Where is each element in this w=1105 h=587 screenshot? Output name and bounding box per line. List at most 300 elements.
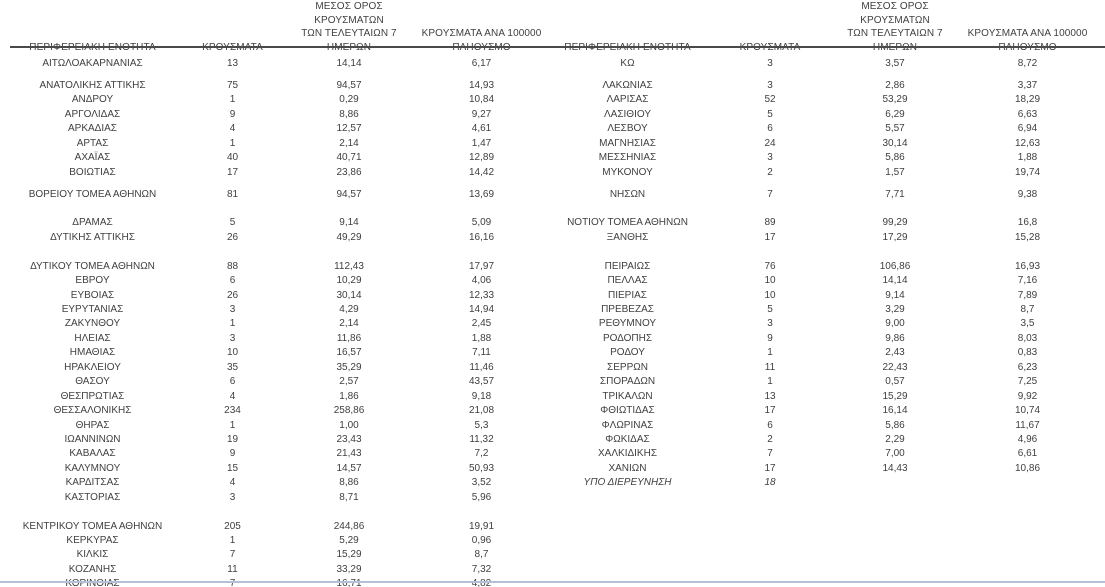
column-header-cases <box>700 0 840 58</box>
table-row <box>10 491 555 505</box>
table-row <box>10 303 555 317</box>
table-row <box>10 122 555 136</box>
region-cell: ΘΕΣΠΡΩΤΙΑΣ <box>60 390 125 402</box>
table-row <box>555 57 1105 71</box>
cases-cell: 81 <box>226 188 239 200</box>
cases-cell: 10 <box>226 347 239 359</box>
cases-cell: 6 <box>229 376 236 388</box>
avg7-cell: 1,86 <box>339 390 359 402</box>
table-row <box>555 317 1105 331</box>
avg7-cell <box>840 476 950 490</box>
cases-cell: 26 <box>226 289 239 301</box>
cases-cell: 2 <box>767 166 773 178</box>
per100k-cell: 2,45 <box>471 318 492 330</box>
region-cell: ΑΡΓΟΛΙΔΑΣ <box>64 108 121 120</box>
region-cell: ΗΛΕΙΑΣ <box>74 332 111 344</box>
table-row <box>10 548 555 562</box>
column-header-avg7 <box>290 0 408 58</box>
table-row <box>10 93 555 107</box>
row-gap <box>555 180 1105 188</box>
avg7-cell: 5,57 <box>885 123 905 135</box>
avg7-cell: 14,14 <box>336 58 362 69</box>
per100k-cell: 14,94 <box>468 304 495 315</box>
region-cell: ΚΑΒΑΛΑΣ <box>69 448 116 460</box>
table-row <box>555 346 1105 360</box>
per100k-cell: 14,42 <box>468 166 495 178</box>
table-row <box>555 303 1105 317</box>
avg7-cell: 15,29 <box>882 390 908 402</box>
region-cell: ΔΥΤΙΚΟΥ ΤΟΜΕΑ ΑΘΗΝΩΝ <box>30 260 155 272</box>
cases-cell: 1 <box>229 419 236 431</box>
per100k-cell: 1,88 <box>1017 152 1038 164</box>
avg7-cell: 9,00 <box>885 318 905 330</box>
per100k-cell: 19,74 <box>1014 166 1041 178</box>
avg7-cell: 53,29 <box>882 94 908 106</box>
region-cell: ΔΡΑΜΑΣ <box>72 217 113 229</box>
table-row <box>10 419 555 433</box>
column-header-region <box>555 0 700 58</box>
avg7-cell: 7,00 <box>885 448 905 460</box>
table-row <box>555 447 1105 461</box>
column-header-per100k <box>950 0 1105 58</box>
cases-cell: 5 <box>229 217 236 229</box>
table-row <box>10 332 555 346</box>
region-cell: ΚΕΝΤΡΙΚΟΥ ΤΟΜΕΑ ΑΘΗΝΩΝ <box>22 520 163 532</box>
per100k-cell: 43,57 <box>468 376 495 388</box>
table-row <box>555 332 1105 346</box>
column-header-per100k <box>408 0 555 58</box>
region-cell: ΚΟΖΑΝΗΣ <box>68 563 117 575</box>
cases-cell: 17 <box>764 405 776 417</box>
row-gap <box>10 505 555 519</box>
cases-cell: 9 <box>229 448 236 460</box>
table-row <box>555 122 1105 136</box>
cases-cell: 11 <box>764 361 776 373</box>
table-row <box>10 563 555 577</box>
avg7-cell: 4,29 <box>339 304 359 315</box>
per100k-cell: 6,23 <box>1017 361 1038 373</box>
cases-cell: 11 <box>227 563 238 575</box>
header-divider <box>10 46 1105 48</box>
region-cell: ΛΑΣΙΘΙΟΥ <box>604 108 651 120</box>
table-row <box>10 57 555 71</box>
per100k-cell: 1,88 <box>471 332 492 344</box>
region-cell: ΛΑΡΙΣΑΣ <box>606 94 649 106</box>
region-cell: ΚΙΛΚΙΣ <box>76 549 109 561</box>
region-cell: ΠΡΕΒΕΖΑΣ <box>601 304 654 315</box>
avg7-cell: 33,29 <box>336 563 362 575</box>
per100k-cell: 7,25 <box>1017 376 1038 388</box>
per100k-cell: 5,96 <box>471 491 492 503</box>
row-gap <box>555 71 1105 79</box>
avg7-cell: 3,29 <box>885 304 905 315</box>
region-cell: ΧΑΛΚΙΔΙΚΗΣ <box>598 448 657 460</box>
avg7-cell: 23,43 <box>336 433 362 445</box>
region-cell: ΚΑΣΤΟΡΙΑΣ <box>64 491 121 503</box>
cases-cell: 5 <box>767 108 773 120</box>
per100k-cell: 3,5 <box>1020 318 1035 330</box>
table-row <box>10 79 555 93</box>
region-cell: ΦΩΚΙΔΑΣ <box>605 433 650 445</box>
cases-cell: 10 <box>764 275 776 287</box>
region-cell: ΝΗΣΩΝ <box>609 188 646 200</box>
avg7-cell: 1,00 <box>339 419 359 431</box>
per100k-cell: 19,91 <box>468 520 495 532</box>
cases-cell: 75 <box>226 79 239 91</box>
table-row <box>10 375 555 389</box>
per100k-cell: 16,16 <box>468 231 495 243</box>
column-header-region <box>10 0 175 58</box>
cases-cell: 1 <box>767 347 773 359</box>
avg7-cell: 1,57 <box>885 166 905 178</box>
region-cell: ΑΡΤΑΣ <box>76 137 109 149</box>
avg7-cell: 21,43 <box>336 448 362 460</box>
per100k-cell: 7,11 <box>472 347 491 359</box>
region-cell: ΑΡΚΑΔΙΑΣ <box>68 123 117 135</box>
table-row <box>10 188 555 202</box>
cases-cell: 17 <box>764 462 776 474</box>
avg7-cell: 22,43 <box>882 361 908 373</box>
region-cell: ΑΝΔΡΟΥ <box>71 94 114 106</box>
table-row <box>555 462 1105 476</box>
table-row <box>555 433 1105 447</box>
table-row <box>555 260 1105 274</box>
cases-cell: 234 <box>224 405 241 417</box>
avg7-cell: 2,57 <box>339 376 359 388</box>
cases-cell: 40 <box>226 152 239 164</box>
table-row <box>10 361 555 375</box>
region-cell: ΕΒΡΟΥ <box>75 275 110 287</box>
per100k-cell: 6,63 <box>1017 108 1038 120</box>
per100k-cell: 12,33 <box>468 289 495 301</box>
avg7-cell: 11,86 <box>336 332 362 344</box>
region-cell: ΗΜΑΘΙΑΣ <box>69 347 116 359</box>
avg7-cell: 16,57 <box>336 347 362 359</box>
table-row <box>10 151 555 165</box>
avg7-cell: 10,29 <box>336 275 362 287</box>
region-cell: ΣΕΡΡΩΝ <box>607 361 648 373</box>
per100k-cell: 5,09 <box>471 217 492 229</box>
table-row <box>10 317 555 331</box>
region-cell: ΚΑΡΔΙΤΣΑΣ <box>65 477 120 489</box>
per100k-cell: 17,97 <box>468 260 495 272</box>
avg7-cell: 16,14 <box>882 405 908 417</box>
row-gap <box>10 180 555 188</box>
avg7-cell: 258,86 <box>333 405 365 417</box>
cases-cell: 18 <box>764 477 776 489</box>
cases-cell: 89 <box>764 217 776 229</box>
avg7-cell: 99,29 <box>882 217 908 229</box>
table-row <box>555 137 1105 151</box>
region-cell: ΘΕΣΣΑΛΟΝΙΚΗΣ <box>53 405 132 417</box>
region-cell: ΥΠΟ ΔΙΕΡΕΥΝΗΣΗ <box>583 477 672 489</box>
avg7-cell: 5,86 <box>885 152 905 164</box>
avg7-cell: 2,14 <box>339 137 359 149</box>
region-cell: ΜΥΚΟΝΟΥ <box>602 166 653 178</box>
page-bottom-border <box>0 581 1105 583</box>
per100k-cell: 7,2 <box>474 448 489 460</box>
per100k-cell: 12,63 <box>1014 137 1041 149</box>
table-row <box>555 476 1105 490</box>
table-row <box>555 289 1105 303</box>
per100k-cell: 3,37 <box>1017 79 1038 91</box>
per100k-cell: 12,89 <box>468 152 495 164</box>
table-row <box>10 447 555 461</box>
cases-cell: 5 <box>767 304 773 315</box>
table-row <box>555 390 1105 404</box>
column-header-avg7-line2: ΤΩΝ ΤΕΛΕΥΤΑΙΩΝ 7 <box>847 28 943 39</box>
avg7-cell: 14,57 <box>336 462 362 474</box>
region-cell: ΧΑΝΙΩΝ <box>608 462 647 474</box>
per100k-cell: 10,86 <box>1014 462 1041 474</box>
avg7-cell: 35,29 <box>336 361 362 373</box>
table-row <box>555 93 1105 107</box>
avg7-cell: 2,43 <box>885 347 905 359</box>
cases-cell: 76 <box>764 260 776 272</box>
avg7-cell: 7,71 <box>885 188 905 200</box>
table-row <box>555 231 1105 245</box>
cases-cell: 1 <box>229 535 236 546</box>
per100k-cell: 3,52 <box>471 477 492 489</box>
cases-cell: 3 <box>767 152 773 164</box>
cases-cell: 1 <box>767 376 773 388</box>
table-row <box>555 108 1105 122</box>
column-header-per100k-line1: ΚΡΟΥΣΜΑΤΑ ΑΝΑ 100000 <box>967 28 1088 39</box>
region-cell: ΚΑΛΥΜΝΟΥ <box>64 462 121 474</box>
avg7-cell: 244,86 <box>333 520 365 532</box>
table-row <box>10 346 555 360</box>
table-row <box>555 79 1105 93</box>
table-row <box>10 231 555 245</box>
per100k-cell: 11,67 <box>1015 419 1040 431</box>
avg7-cell: 17,29 <box>882 231 908 243</box>
per100k-cell: 16,8 <box>1017 217 1038 229</box>
cases-cell: 17 <box>226 166 239 178</box>
row-gap <box>10 245 555 259</box>
per100k-cell: 7,89 <box>1017 289 1038 301</box>
column-header-avg7-line2: ΤΩΝ ΤΕΛΕΥΤΑΙΩΝ 7 <box>301 28 397 39</box>
avg7-cell: 9,14 <box>885 289 905 301</box>
row-gap <box>10 202 555 216</box>
region-cell: ΒΟΡΕΙΟΥ ΤΟΜΕΑ ΑΘΗΝΩΝ <box>28 188 157 200</box>
table-row <box>10 433 555 447</box>
region-cell: ΒΟΙΩΤΙΑΣ <box>69 166 116 178</box>
region-cell: ΣΠΟΡΑΔΩΝ <box>599 376 656 388</box>
region-cell: ΑΧΑΪΑΣ <box>74 152 111 164</box>
region-cell: ΤΡΙΚΑΛΩΝ <box>602 390 653 402</box>
avg7-cell: 94,57 <box>336 188 362 200</box>
region-cell: ΠΕΙΡΑΙΩΣ <box>604 260 651 272</box>
table-row <box>555 419 1105 433</box>
region-cell: ΜΑΓΝΗΣΙΑΣ <box>599 137 656 149</box>
table-row <box>10 289 555 303</box>
avg7-cell: 112,43 <box>334 260 364 272</box>
cases-cell: 9 <box>767 332 773 344</box>
region-cell: ΛΕΣΒΟΥ <box>607 123 648 135</box>
cases-cell: 35 <box>226 361 239 373</box>
cases-cell: 7 <box>229 549 236 561</box>
per100k-cell: 15,28 <box>1014 231 1041 243</box>
per100k-cell: 10,84 <box>468 94 495 106</box>
cases-cell: 1 <box>229 94 236 106</box>
table-row <box>555 151 1105 165</box>
column-header-cases <box>175 0 290 58</box>
cases-cell: 9 <box>229 108 236 120</box>
cases-cell: 3 <box>767 79 773 91</box>
region-cell: ΑΙΤΩΛΟΑΚΑΡΝΑΝΙΑΣ <box>42 58 143 69</box>
per100k-cell: 18,29 <box>1014 94 1041 106</box>
per100k-cell: 0,96 <box>471 535 492 546</box>
avg7-cell: 8,86 <box>339 108 359 120</box>
cases-cell: 3 <box>767 58 773 69</box>
avg7-cell: 8,71 <box>339 491 359 503</box>
avg7-cell: 49,29 <box>336 231 362 243</box>
per100k-cell: 7,32 <box>471 563 492 575</box>
region-cell: ΠΕΛΛΑΣ <box>607 275 648 287</box>
region-cell: ΡΕΘΥΜΝΟΥ <box>598 318 657 330</box>
table-row <box>10 534 555 548</box>
region-cell: ΑΝΑΤΟΛΙΚΗΣ ΑΤΤΙΚΗΣ <box>39 79 146 91</box>
per100k-cell: 8,7 <box>1020 304 1035 315</box>
cases-cell: 205 <box>224 520 241 532</box>
region-cell: ΜΕΣΣΗΝΙΑΣ <box>598 152 657 164</box>
region-cell: ΚΕΡΚΥΡΑΣ <box>66 535 119 546</box>
table-header-left <box>10 0 555 46</box>
per100k-cell: 4,61 <box>471 123 492 135</box>
avg7-cell: 2,86 <box>885 79 905 91</box>
per100k-cell: 7,16 <box>1017 275 1038 287</box>
avg7-cell: 12,57 <box>336 123 362 135</box>
region-cell: ΡΟΔΟΥ <box>610 347 645 359</box>
cases-cell: 4 <box>229 123 236 135</box>
avg7-cell: 2,14 <box>339 318 359 330</box>
region-cell: ΙΩΑΝΝΙΝΩΝ <box>64 433 121 445</box>
per100k-cell <box>950 476 1105 490</box>
cases-cell: 3 <box>229 491 236 503</box>
cases-cell: 19 <box>226 433 239 445</box>
avg7-cell: 106,86 <box>879 260 911 272</box>
per100k-cell: 8,72 <box>1017 58 1038 69</box>
per100k-cell: 9,38 <box>1017 188 1038 200</box>
row-gap <box>555 202 1105 216</box>
region-cell: ΡΟΔΟΠΗΣ <box>602 332 653 344</box>
region-cell: ΦΘΙΩΤΙΔΑΣ <box>600 405 655 417</box>
table-row <box>10 166 555 180</box>
column-header-per100k-line1: ΚΡΟΥΣΜΑΤΑ ΑΝΑ 100000 <box>421 28 542 39</box>
avg7-cell: 5,29 <box>339 535 359 546</box>
table-row <box>555 274 1105 288</box>
cases-cell: 52 <box>764 94 776 106</box>
per100k-cell: 6,61 <box>1017 448 1038 460</box>
avg7-cell: 14,43 <box>882 462 908 474</box>
avg7-cell: 94,57 <box>336 79 362 91</box>
per100k-cell: 1,47 <box>471 137 492 149</box>
table-row <box>10 137 555 151</box>
table-row <box>555 375 1105 389</box>
table-row <box>10 462 555 476</box>
cases-cell: 7 <box>767 448 773 460</box>
cases-cell: 13 <box>764 390 776 402</box>
table-row <box>555 404 1105 418</box>
table-body-left <box>10 46 555 587</box>
table-row <box>10 274 555 288</box>
cases-cell: 2 <box>767 433 773 445</box>
cases-table-right <box>555 0 1105 491</box>
region-cell: ΘΑΣΟΥ <box>75 376 110 388</box>
region-cell: ΞΑΝΘΗΣ <box>606 231 649 243</box>
per100k-cell: 8,03 <box>1017 332 1038 344</box>
table-row <box>10 108 555 122</box>
cases-cell: 6 <box>767 419 773 431</box>
per100k-cell: 5,3 <box>474 419 489 431</box>
table-row <box>10 404 555 418</box>
per100k-cell: 11,46 <box>469 361 494 373</box>
table-row <box>555 216 1105 230</box>
per100k-cell: 8,7 <box>474 549 489 561</box>
cases-cell: 3 <box>229 332 236 344</box>
avg7-cell: 8,86 <box>339 477 359 489</box>
region-cell: ΔΥΤΙΚΗΣ ΑΤΤΙΚΗΣ <box>50 231 135 243</box>
per100k-cell: 6,17 <box>471 58 492 69</box>
per100k-cell: 14,93 <box>468 79 495 91</box>
avg7-cell: 2,29 <box>885 433 905 445</box>
per100k-cell: 16,93 <box>1014 260 1041 272</box>
avg7-cell: 0,57 <box>885 376 905 388</box>
cases-cell: 4 <box>229 477 236 489</box>
per100k-cell: 9,27 <box>471 108 492 120</box>
table-row <box>555 361 1105 375</box>
cases-cell: 1 <box>229 137 236 149</box>
cases-cell: 88 <box>226 260 239 272</box>
table-row <box>10 520 555 534</box>
per100k-cell: 9,18 <box>471 390 492 402</box>
cases-cell: 6 <box>229 275 236 287</box>
table-row <box>10 260 555 274</box>
avg7-cell: 5,86 <box>885 419 905 431</box>
table-row <box>10 476 555 490</box>
table-row <box>555 188 1105 202</box>
per100k-cell: 50,93 <box>468 462 495 474</box>
region-cell: ΝΟΤΙΟΥ ΤΟΜΕΑ ΑΘΗΝΩΝ <box>567 217 688 229</box>
column-header-avg7 <box>840 0 950 58</box>
column-header-avg7-line1: ΜΕΣΟΣ ΟΡΟΣ ΚΡΟΥΣΜΑΤΩΝ <box>860 1 930 26</box>
region-cell: ΕΥΡΥΤΑΝΙΑΣ <box>61 304 124 315</box>
region-cell: ΘΗΡΑΣ <box>75 419 110 431</box>
per100k-cell: 6,94 <box>1017 123 1038 135</box>
cases-cell: 3 <box>229 304 236 315</box>
cases-cell: 13 <box>226 58 239 69</box>
region-cell: ΕΥΒΟΙΑΣ <box>70 289 115 301</box>
cases-cell: 7 <box>767 188 773 200</box>
table-body-right <box>555 46 1105 491</box>
per100k-cell: 10,74 <box>1014 405 1041 417</box>
per100k-cell: 11,32 <box>469 433 494 445</box>
per100k-cell: 21,08 <box>468 405 495 417</box>
cases-cell: 15 <box>226 462 239 474</box>
row-gap <box>10 71 555 79</box>
avg7-cell: 0,29 <box>339 94 359 106</box>
avg7-cell: 14,14 <box>882 275 908 287</box>
cases-cell: 10 <box>764 289 776 301</box>
cases-cell: 4 <box>229 390 236 402</box>
avg7-cell: 30,14 <box>336 289 362 301</box>
cases-cell: 6 <box>767 123 773 135</box>
avg7-cell: 9,86 <box>885 332 905 344</box>
region-cell: ΦΛΩΡΙΝΑΣ <box>601 419 654 431</box>
cases-cell: 1 <box>229 318 236 330</box>
table-row <box>10 390 555 404</box>
cases-table-left <box>10 0 555 587</box>
